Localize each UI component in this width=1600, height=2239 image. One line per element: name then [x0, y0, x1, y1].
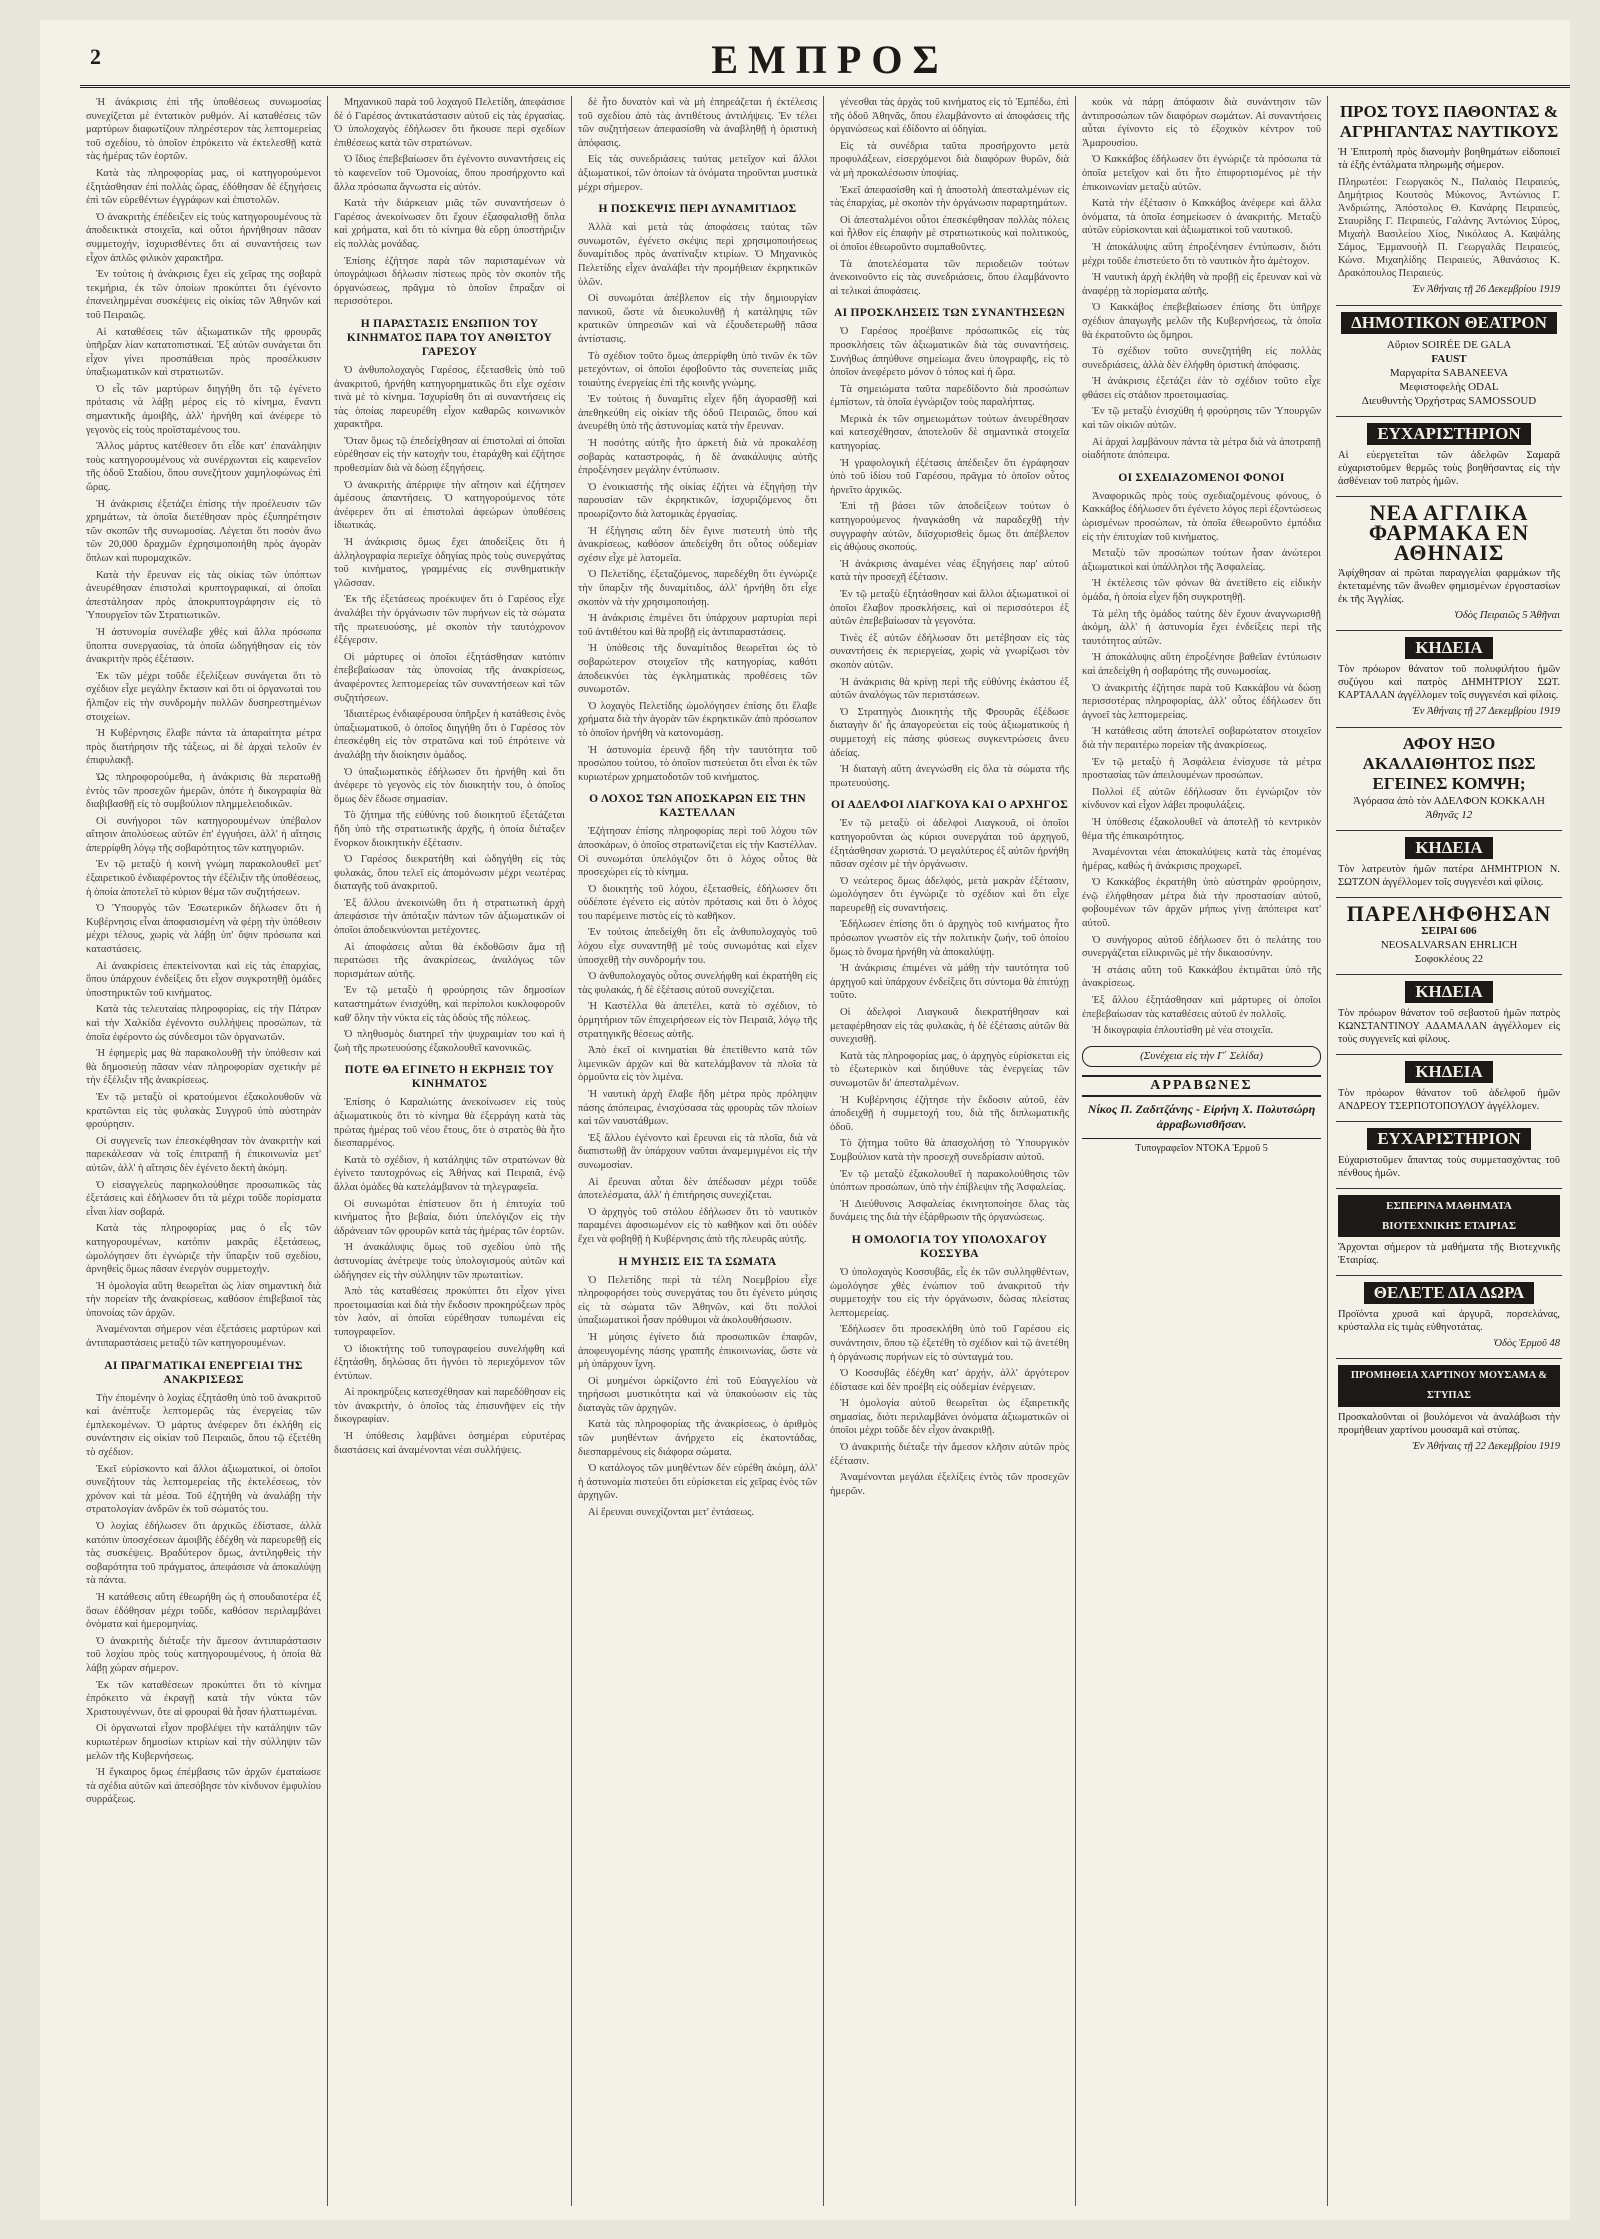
- print-imprint: Τυπογραφεῖον ΝΤΟΚΑ Ἑρμοῦ 5: [1082, 1138, 1321, 1156]
- ad-sailors-body: Ἡ Ἐπιτροπὴ πρὸς διανομὴν βοηθημάτων εἰδοποιεῖ τὰ ἐξῆς ἐντάλματα πληρωμῆς σήμερον.: [1338, 147, 1560, 171]
- ad-received-line3: Σοφοκλέους 22: [1414, 952, 1484, 965]
- betrothal-title: ΑΡΡΑΒΩΝΕΣ: [1082, 1075, 1321, 1097]
- ad-funeral-4: [1336, 1055, 1562, 1122]
- ad-sailors-date: Ἐν Ἀθήναις τῇ 26 Δεκεμβρίου 1919: [1412, 284, 1560, 295]
- ad-supply: [1336, 1359, 1562, 1462]
- headline-initiation: Η ΜΥΗΣΙΣ ΕΙΣ ΤΑ ΣΩΜΑΤΑ: [618, 1255, 777, 1268]
- ad-gifts: [1336, 1276, 1562, 1360]
- ad-theatre-line4: Μεφιστοφελὴς ODAL: [1399, 380, 1499, 393]
- ad-sailors: [1336, 96, 1562, 306]
- ad-theatre-title: ΔΗΜΟΤΙΚΟΝ ΘΕΑΤΡΟΝ: [1341, 312, 1557, 334]
- article-columns: [80, 96, 1570, 2206]
- ad-funeral-1-date: Ἐν Ἀθήναις τῇ 27 Δεκεμβρίου 1919: [1412, 706, 1560, 718]
- ad-english-medicines: [1336, 497, 1562, 632]
- column-2: [328, 96, 572, 2206]
- column-3-text-top: δὲ ἦτο δυνατὸν καὶ νὰ μὴ ἐπηρεάζεται ἡ ἐκτέλεσις τοῦ σχεδίου ἀπὸ τὰς ἀντιθέτους ἀντιλήψεις. Ἐν τέλει τῶν συζητήσεων ἀπεφασίσθη νὰ ἀναβληθῇ ἡ ὁριστικὴ ἀπόφασις. Εἰς τὰς συνεδριάσεις ταύτας μετεῖχον καὶ ἄλλοι ἀξιωματικοί, τῶν ὁποίων τὰ ὀνόματα τηροῦνται μυστικὰ μέχρι σήμερον.: [578, 97, 817, 193]
- ad-thanks-1-title: ΕΥΧΑΡΙΣΤΗΡΙΟΝ: [1367, 423, 1530, 445]
- column-4-text-mid2: Ἐν τῷ μεταξὺ οἱ ἀδελφοὶ Λιαγκουᾶ, οἱ ὁποῖοι κατηγοροῦνται ὡς κύριοι συνεργάται τοῦ ἀρχηγοῦ, ἐξητάσθησαν χωριστά. Ὁ μεγαλύτερος ἐξ αὐτῶν ἠρνήθη πᾶσαν σχέσιν μὲ τὴν ὀργάνωσιν. Ὁ νεώτερος ὅμως ἀδελφός, μετὰ μακρὰν ἐξέτασιν, ὡμολόγησεν ὅτι ἐγνώριζε τὸ σχέδιον καὶ ὅτι εἶχε παρευρεθῇ εἰς συναντήσεις. Ἐδήλωσεν ἐπίσης ὅτι ὁ ἀρχηγὸς τοῦ κινήματος ἦτο πρόσωπον γνωστὸν εἰς τὴν πολιτικὴν ζωήν, τοῦ ὁποίου ὅμως τὸ ὄνομα ἠρνήθη νὰ ἀποκαλύψῃ. Ἡ ἀνάκρισις ἐπιμένει νὰ μάθῃ τὴν ταυτότητα τοῦ ἀρχηγοῦ καὶ ὑπάρχουν ἐνδείξεις ὅτι σύντομα θὰ ἐπιτύχῃ τοῦτο. Οἱ ἀδελφοὶ Λιαγκουᾶ διεκρατήθησαν καὶ μεταφέρθησαν εἰς τὰς φυλακὰς, ἡ δὲ ἐξέτασις αὐτῶν θὰ συνεχισθῇ. Κατὰ τὰς πληροφορίας μας, ὁ ἀρχηγὸς εὑρίσκεται εἰς τὸ ἐξωτερικὸν καὶ διηύθυνε τὰς ἐνεργείας τῶν συνωμοτῶν δι' ἀπεσταλμένων. Ἡ Κυβέρνησις ἐζήτησε τὴν ἔκδοσιν αὐτοῦ, ἐὰν ἀποδειχθῇ ἡ συμμετοχή του, διὰ τῆς διπλωματικῆς ὁδοῦ. Τὸ ζήτημα τοῦτο θὰ ἀπασχολήσῃ τὸ Ὑπουργικὸν Συμβούλιον κατὰ τὴν προσεχῆ συνεδρίασιν αὐτοῦ. Ἐν τῷ μεταξὺ ἐξακολουθεῖ ἡ παρακολούθησις τῶν ὑπόπτων προσώπων, ὑπὸ τὴν ἐπίβλεψιν τῆς Ἀσφαλείας. Ἡ Διεύθυνσις Ἀσφαλείας ἐκινητοποίησε ὅλας τὰς δυνάμεις της διὰ τὴν ἐξάρθρωσιν τῆς ὀργανώσεως.: [830, 818, 1069, 1224]
- ad-gifts-title: ΘΕΛΕΤΕ ΔΙΑ ΔΩΡΑ: [1364, 1282, 1534, 1304]
- headline-dynamite: Η ΠΟΣΚΕΨΙΣ ΠΕΡΙ ΔΥΝΑΜΙΤΙΔΟΣ: [598, 203, 797, 216]
- ad-gifts-address: Ὁδὸς Ἑρμοῦ 48: [1493, 1337, 1560, 1349]
- ad-evening-title: ΕΣΠΕΡΙΝΑ ΜΑΘΗΜΑΤΑ ΒΙΟΤΕΧΝΙΚΗΣ ΕΤΑΙΡΙΑΣ: [1338, 1195, 1560, 1237]
- column-3-text-mid: Ἀλλὰ καὶ μετὰ τὰς ἀποφάσεις ταύτας τῶν συνωμοτῶν, ἐγένετο σκέψις περὶ χρησιμοποιήσεως δυναμίτιδος πρὸς ἀνατίναξιν κτιρίων. Ὁ Μηχανικὸς Πελετίδης εἶχεν ἀναλάβει τὴν προμήθειαν ἐκρηκτικῶν ὑλῶν. Οἱ συνωμόται ἀπέβλεπον εἰς τὴν δημιουργίαν πανικοῦ, ὥστε νὰ διευκολυνθῇ ἡ κατάληψις τῶν κρατικῶν ὑπηρεσιῶν καὶ νὰ ἐξουδετερωθῇ πᾶσα ἀντίστασις. Τὸ σχέδιον τοῦτο ὅμως ἀπερρίφθη ὑπὸ τινῶν ἐκ τῶν μετεχόντων, οἱ ὁποῖοι ἐφοβοῦντο τὰς συνεπείας μιᾶς τοιαύτης ἐνεργείας ἐπὶ τῆς κοινῆς γνώμης. Ἐν τούτοις ἡ δυναμῖτις εἶχεν ἤδη ἀγορασθῇ καὶ ἀπεθηκεύθη εἰς οἰκίαν τῆς ὁδοῦ Πειραιῶς, ὅπου καὶ ἀνευρέθη ὑπὸ τῆς ἀστυνομίας κατὰ τὴν ἔρευναν. Ἡ ποσότης αὐτῆς ἦτο ἀρκετὴ διὰ νὰ προκαλέσῃ σοβαρὰς καταστροφάς, ἡ δὲ ἀνακάλυψις αὐτῆς ἐπροξένησεν μεγάλην ἐντύπωσιν. Ὁ ἐνοικιαστὴς τῆς οἰκίας ἐζήτει νὰ ἐξηγήσῃ τὴν παρουσίαν τῶν ἐκρηκτικῶν, ἰσχυριζόμενος ὅτι προωρίζοντο διὰ λατομικὰς ἐργασίας. Ἡ ἐξήγησις αὕτη δὲν ἔγινε πιστευτὴ ὑπὸ τῆς ἀνακρίσεως, καθόσον ἀπεδείχθη ὅτι οὗτος οὐδεμίαν σχέσιν εἶχε μὲ λατομεῖα. Ὁ Πελετίδης, ἐξεταζόμενος, παρεδέχθη ὅτι ἐγνώριζε τὴν ὕπαρξιν τῆς δυναμίτιδος, ἀλλ' ἠρνήθη ὅτι εἶχε σκοπὸν νὰ τὴν χρησιμοποιήσῃ. Ἡ ἀνάκρισις ἐπιμένει ὅτι ὑπάρχουν μαρτυρίαι περὶ τοῦ ἀντιθέτου καὶ θὰ προβῇ εἰς ἀντιπαραστάσεις. Ἡ ὑπόθεσις τῆς δυναμίτιδος θεωρεῖται ὡς τὸ σοβαρώτερον στοιχεῖον τῆς κατηγορίας, καθότι ἀποδεικνύει τὰς ἐγκληματικὰς προθέσεις τῶν συνωμοτῶν. Ὁ λοχαγὸς Πελετίδης ὡμολόγησεν ἐπίσης ὅτι ἔλαβε χρήματα διὰ τὴν ἀγορὰν τῶν ἐκρηκτικῶν ἀπὸ πρόσωπον τὸ ὁποῖον ἠρνήθη νὰ κατονομάσῃ. Ἡ ἀστυνομία ἐρευνᾷ ἤδη τὴν ταυτότητα τοῦ προσώπου τούτου, τὸ ὁποῖον πιστεύεται ὅτι εἶναι ἐκ τῶν κυριωτέρων χρηματοδοτῶν τοῦ κινήματος.: [578, 222, 817, 783]
- ad-kokkalis: [1336, 728, 1562, 831]
- ad-thanks-2: [1336, 1122, 1562, 1189]
- ad-medicines-address: Ὁδὸς Πειραιῶς 5 Ἀθῆναι: [1454, 609, 1560, 621]
- ad-gifts-body: Προϊόντα χρυσᾶ καὶ ἀργυρᾶ, πορσελάνας, κρύσταλλα εἰς τιμὰς εὐθηνοτάτας.: [1338, 1308, 1560, 1333]
- continued-note: (Συνέχεια εἰς τὴν Γ΄ Σελίδα): [1082, 1046, 1321, 1068]
- ad-received-line2: NEOSALVARSAN EHRLICH: [1380, 938, 1518, 951]
- ad-municipal-theatre: [1336, 306, 1562, 417]
- ad-sailors-title: ΠΡΟΣ ΤΟΥΣ ΠΑΘΟΝΤΑΣ & ΑΓΡΗΓΑΝΤΑΣ ΝΑΥΤΙΚΟΥΣ: [1339, 102, 1559, 141]
- ad-theatre-line3: Μαργαρίτα SABANEEVA: [1389, 366, 1509, 379]
- ad-thanks-1: [1336, 417, 1562, 497]
- masthead: [80, 34, 1570, 88]
- ad-funeral-3-title: ΚΗΔΕΙΑ: [1405, 981, 1492, 1003]
- column-4-text-top: γένεσθαι τὰς ἀρχὰς τοῦ κινήματος εἰς τὸ Ἐμπέδω, ἐπὶ τῆς ὁδοῦ Ἀθηνᾶς, ὅπου ἐλαμβάνοντο αἱ ἀποφάσεις τῆς ὀργανώσεως καὶ ἐδίδοντο αἱ ὁδηγίαι. Εἰς τὰ συνέδρια ταῦτα προσήρχοντο μετὰ προφυλάξεων, εἰσερχόμενοι διὰ διαφόρων θυρῶν, διὰ νὰ μὴ προκαλέσωσιν ὑποψίας. Ἐκεῖ ἀπεφασίσθη καὶ ἡ ἀποστολὴ ἀπεσταλμένων εἰς τὰς ἐπαρχίας, μὲ σκοπὸν τὴν ὀργάνωσιν παραρτημάτων. Οἱ ἀπεσταλμένοι οὗτοι ἐπεσκέφθησαν πολλὰς πόλεις καὶ ἦλθον εἰς ἐπαφὴν μὲ στρατιωτικοὺς καὶ πολιτικούς, οἱ ὁποῖοι ἐθεωροῦντο συμπαθοῦντες. Τὰ ἀποτελέσματα τῶν περιοδειῶν τούτων ἀνεκοινοῦντο εἰς τὰς συνεδριάσεις, ὅπου ἐλαμβάνοντο αἱ τελικαὶ ἀποφάσεις.: [830, 97, 1069, 297]
- ad-funeral-2-title: ΚΗΔΕΙΑ: [1405, 837, 1492, 859]
- column-1-text-top: Ἡ ἀνάκρισις ἐπὶ τῆς ὑποθέσεως συνωμοσίας συνεχίζεται μὲ ἐντατικὸν ρυθμόν. Αἱ καταθέσεις τῶν μαρτύρων διαφωτίζουν πληρέστερον τὰς λεπτομερείας τοῦ σχεδίου, τὸ ὁποῖον ἐπρόκειτο νὰ ἐκτελεσθῇ κατὰ τὰς ἡμέρας τῶν ἑορτῶν. Κατὰ τὰς πληροφορίας μας, οἱ κατηγορούμενοι ἐξητάσθησαν ἐπὶ πολλὰς ὥρας, ἐδόθησαν δὲ ἐξηγήσεις ἐπὶ τῶν εὑρεθέντων ἐγγράφων καὶ ἐπιστολῶν. Ὁ ἀνακριτὴς ἐπέδειξεν εἰς τοὺς κατηγορουμένους τὰ ἀποδεικτικὰ στοιχεῖα, καὶ οὗτοι ἠρνήθησαν πᾶσαν συμμετοχήν, ἰσχυρισθέντες ὅτι αἱ συναντήσεις των εἶχον ἀπλῶς φιλικὸν χαρακτῆρα. Ἐν τούτοις ἡ ἀνάκρισις ἔχει εἰς χεῖρας της σοβαρὰ τεκμήρια, ἐκ τῶν ὁποίων προκύπτει ὅτι ἐγένοντο ἐπανειλημμέναι συσκέψεις εἰς οἰκίας τῶν Ἀθηνῶν καὶ τοῦ Πειραιῶς. Αἱ καταθέσεις τῶν ἀξιωματικῶν τῆς φρουρᾶς ὑπῆρξαν λίαν κατατοπιστικαί. Ἐξ αὐτῶν συνάγεται ὅτι εἶχον γίνει προσπάθειαι πρὸς προσέλκυσιν ὑπαξιωματικῶν καὶ στρατιωτῶν. Ὁ εἷς τῶν μαρτύρων διηγήθη ὅτι τῷ ἐγένετο πρότασις νὰ λάβῃ μέρος εἰς τὸ κίνημα, ἔναντι σημαντικῆς ἀμοιβῆς, ἀλλ' ἠρνήθη καὶ ἀνέφερε τὸ γεγονὸς εἰς τοὺς προϊσταμένους του. Ἄλλος μάρτυς κατέθεσεν ὅτι εἶδε κατ' ἐπανάληψιν τοὺς κατηγορουμένους νὰ συνέρχωνται εἰς καφενεῖον τῆς ὁδοῦ Σταδίου, ὅπου συνεζήτουν χαμηλοφώνως ἐπὶ ὥρας. Ἡ ἀνάκρισις ἐξετάζει ἐπίσης τὴν προέλευσιν τῶν χρημάτων, τὰ ὁποῖα διετέθησαν πρὸς ἐξυπηρέτησιν τῶν σκοπῶν τῆς συνωμοσίας. Λέγεται ὅτι ποσὸν ἄνω τῶν 20,000 δραχμῶν ἐχρησιμοποιήθη πρὸς ἀγορὰν ὅπλων καὶ πυρομαχικῶν. Κατὰ τὴν ἔρευναν εἰς τὰς οἰκίας τῶν ὑπόπτων ἀνευρέθησαν ἐπιστολαὶ κρυπτογραφικαί, αἱ ὁποῖαι ἀπεστάλησαν πρὸς ἀποκρυπτογράφησιν εἰς τὸ Ὑπουργεῖον τῶν Στρατιωτικῶν. Ἡ ἀστυνομία συνέλαβε χθὲς καὶ ἄλλα πρόσωπα ὕποπτα συνεργασίας, τὰ ὁποῖα ὡδηγήθησαν εἰς τὸν ἀνακριτὴν πρὸς ἐξέτασιν. Ἐκ τῶν μέχρι τοῦδε ἐξελίξεων συνάγεται ὅτι τὸ σχέδιον εἶχε μεγάλην ἔκτασιν καὶ ὅτι οἱ ὀργανωταὶ του ἤλπιζον εἰς τὴν συνδρομὴν πολλῶν δυσηρεστημένων στοιχείων. Ἡ Κυβέρνησις ἔλαβε πάντα τὰ ἀπαραίτητα μέτρα πρὸς διατήρησιν τῆς τάξεως, αἱ δὲ ἀρχαὶ τελοῦν ἐν ἐπιφυλακῇ. Ὡς πληροφορούμεθα, ἡ ἀνάκρισις θὰ περατωθῇ ἐντὸς τῶν προσεχῶν ἡμερῶν, ὁπότε ἡ δικογραφία θὰ διαβιβασθῇ εἰς τὸ συμβούλιον πλημμελειοδικῶν. Οἱ συνήγοροι τῶν κατηγορουμένων ὑπέβαλον αἴτησιν ἀπολύσεως αὐτῶν ἐπ' ἐγγυήσει, ἀλλ' ἡ αἴτησις ἀπερρίφθη λόγῳ τῆς σοβαρότητος τῶν κατηγοριῶν. Ἐν τῷ μεταξὺ ἡ κοινὴ γνώμη παρακολουθεῖ μετ' ἐξαιρετικοῦ ἐνδιαφέροντος τὴν ἐξέλιξιν τῆς ὑποθέσεως, ἡ ὁποία ἀποτελεῖ τὸ κύριον θέμα τῶν συζητήσεων. Ὁ Ὑπουργὸς τῶν Ἐσωτερικῶν δήλωσεν ὅτι ἡ Κυβέρνησις εἶναι ἀποφασισμένη νὰ φέρῃ τὴν ὑπόθεσιν μέχρι τέλους, χωρὶς νὰ λάβῃ ὑπ' ὄψιν πρόσωπα καὶ καταστάσεις. Αἱ ἀνακρίσεις ἐπεκτείνονται καὶ εἰς τὰς ἐπαρχίας, ὅπου ὑπάρχουν ἐνδείξεις ὅτι εἶχον συγκροτηθῇ ὁμάδες ὑποστηρικτῶν τοῦ κινήματος. Κατὰ τὰς τελευταίας πληροφορίας, εἰς τὴν Πάτραν καὶ τὴν Χαλκίδα ἐγένοντο συλλήψεις προσώπων, τὰ ὁποῖα ἐφέροντο ὡς σύνδεσμοι τῶν ὀργανωτῶν. Ἡ ἐφημερὶς μας θὰ παρακολουθῇ τὴν ὑπόθεσιν καὶ θὰ δημοσιεύῃ πᾶσαν νέαν πληροφορίαν σχετικὴν μὲ τὴν ἐξέλιξιν τῆς ἀνακρίσεως. Ἐν τῷ μεταξὺ οἱ κρατούμενοι ἐξακολουθοῦν νὰ κρατῶνται εἰς τὰς φυλακὰς Συγγροῦ ὑπὸ αὐστηρὰν φρούρησιν. Οἱ συγγενεῖς των ἐπεσκέφθησαν τὸν ἀνακριτὴν καὶ παρεκάλεσαν νὰ τοῖς ἐπιτραπῇ ἡ ἐπικοινωνία μετ' αὐτῶν, ἀλλ' ἡ αἴτησις δὲν ἐγένετο δεκτὴ ἀκόμη. Ὁ εἰσαγγελεὺς παρηκολούθησε προσωπικῶς τὰς ἐξετάσεις καὶ ἐδήλωσεν ὅτι τὰ μέχρι τοῦδε πορίσματα εἶναι λίαν σοβαρά. Κατὰ τὰς πληροφορίας μας ὁ εἷς τῶν κατηγορουμένων, κατόπιν μακρᾶς ἐξετάσεως, ὡμολόγησεν ὅτι ἐγνώριζε τὴν ὕπαρξιν τοῦ σχεδίου, ἀρνηθεὶς ὅμως πᾶσαν ἐνεργὸν συμμετοχήν. Ἡ ὁμολογία αὕτη θεωρεῖται ὡς λίαν σημαντικὴ διὰ τὴν πορείαν τῆς ἀνακρίσεως, καθόσον ἐπιβεβαιοῖ τὰς ὑπονοίας τῶν ἀρχῶν. Ἀναμένονται σήμερον νέαι ἐξετάσεις μαρτύρων καὶ ἀντιπαραστάσεις μεταξὺ τῶν κατηγορουμένων.: [86, 97, 321, 1350]
- column-3: [572, 96, 824, 2206]
- ad-received: [1336, 898, 1562, 975]
- column-1: [80, 96, 328, 2206]
- ad-medicines-title: ΝΕΑ ΑΓΓΛΙΚΑ ΦΑΡΜΑΚΑ ΕΝ ΑΘΗΝΑΙΣ: [1368, 499, 1530, 565]
- ad-evening-classes: [1336, 1189, 1562, 1276]
- ad-theatre-line1: Αὔριον SOIRÉE DE GALA: [1386, 338, 1512, 351]
- headline-planned-murders: ΟΙ ΣΧΕΔΙΑΖΟΜΕΝΟΙ ΦΟΝΟΙ: [1118, 471, 1285, 484]
- ad-funeral-2-body: Τὸν λατρευτὸν ἡμῶν πατέρα ΔΗΜΗΤΡΙΟΝ Ν. ΣΩΤΖΟΝ ἀγγέλλομεν τοῖς συγγενέσι καὶ φίλοις.: [1338, 863, 1560, 888]
- ad-received-title: ΠΑΡΕΛΗΦΘΗΣΑΝ: [1346, 900, 1552, 926]
- column-5-text-mid: Ἀναφορικῶς πρὸς τοὺς σχεδιαζομένους φόνους, ὁ Κακκάβος ἐδήλωσεν ὅτι ἐγένετο λόγος περὶ ἐξοντώσεως ὡρισμένων προσώπων, τὰ ὁποῖα ἐθεωροῦντο ἐμπόδια εἰς τὴν ἐπιτυχίαν τοῦ κινήματος. Μεταξὺ τῶν προσώπων τούτων ἦσαν ἀνώτεροι ἀξιωματικοὶ καὶ ὑπάλληλοι τῆς Ἀσφαλείας. Ἡ ἐκτέλεσις τῶν φόνων θὰ ἀνετίθετο εἰς εἰδικὴν ὁμάδα, ἡ ὁποία εἶχεν ἤδη συγκροτηθῇ. Τὰ μέλη τῆς ὁμάδος ταύτης δὲν ἔχουν ἀναγνωρισθῇ ἀκόμη, ἀλλ' ἡ ἀστυνομία ἔχει ἐνδείξεις περὶ τῆς ταυτότητος αὐτῶν. Ἡ ἀποκάλυψις αὕτη ἐπροξένησε βαθεῖαν ἐντύπωσιν καὶ ἀπεδείχθη ἡ σοβαρότης τῆς συνωμοσίας. Ὁ ἀνακριτὴς ἐζήτησε παρὰ τοῦ Κακκάβου νὰ δώσῃ περισσοτέρας πληροφορίας, ἀλλ' οὗτος ἐδήλωσεν ὅτι ἀγνοεῖ τὰς λεπτομερείας. Ἡ κατάθεσις αὕτη ἀποτελεῖ σοβαρώτατον στοιχεῖον διὰ τὴν περαιτέρω πορείαν τῆς ἀνακρίσεως. Ἐν τῷ μεταξὺ ἡ Ἀσφάλεια ἐνίσχυσε τὰ μέτρα προστασίας τῶν ἀπειλουμένων προσώπων. Πολλοὶ ἐξ αὐτῶν ἐδήλωσαν ὅτι ἐγνώριζον τὸν κίνδυνον καὶ εἶχον λάβει προφυλάξεις. Ἡ ὑπόθεσις ἐξακολουθεῖ νὰ ἀποτελῇ τὸ κεντρικὸν θέμα τῆς ἐπικαιρότητος. Ἀναμένονται νέαι ἀποκαλύψεις κατὰ τὰς ἐπομένας ἡμέρας, καθὼς ἡ ἀνάκρισις προχωρεῖ. Ὁ Κακκάβος ἐκρατήθη ὑπὸ αὐστηρὰν φρούρησιν, ἐνῷ ἐλήφθησαν μέτρα διὰ τὴν προστασίαν αὐτοῦ, φοβουμένων τῶν ἀρχῶν μήπως γίνῃ ἀπόπειρα κατ' αὐτοῦ. Ὁ συνήγορος αὐτοῦ ἐδήλωσεν ὅτι ὁ πελάτης του συνεργάζεται εἰλικρινῶς μὲ τὴν δικαιοσύνην. Ἡ στάσις αὕτη τοῦ Κακκάβου ἐκτιμᾶται ὑπὸ τῆς ἀνακρίσεως. Ἐξ ἄλλου ἐξητάσθησαν καὶ μάρτυρες οἱ ὁποῖοι ἐπεβεβαίωσαν τὰς καταθέσεις αὐτοῦ ἐν πολλοῖς. Ἡ δικογραφία ἐπλουτίσθη μὲ νέα στοιχεῖα.: [1082, 490, 1321, 1037]
- ad-funeral-2: [1336, 831, 1562, 898]
- ad-received-line1: ΣΕΙΡΑΙ 606: [1421, 924, 1477, 937]
- ad-theatre-line5: Διευθυντὴς Ὀρχήστρας SAMOSSOUD: [1361, 394, 1537, 407]
- betrothal-names: Νίκος Π. Ζαδιτζάνης - Εἰρήνη Χ. Πολυτσώρη ἀρραβωνισθῆσαν.: [1087, 1102, 1316, 1132]
- column-4: [824, 96, 1076, 2206]
- ad-supply-title: ΠΡΟΜΗΘΕΙΑ ΧΑΡΤΙΝΟΥ ΜΟΥΣΑΜΑ & ΣΤΥΠΑΣ: [1338, 1365, 1560, 1407]
- ad-sailors-list: Πληρωτέοι: Γεωργακὸς Ν., Παλαιὸς Πειραιεύς, Δημήτριος Κουτσὸς Μύκονος, Ἀντώνιος Γ. Ἀνδριώτης, Ἀπόστολος Θ. Κανάρης Πειραιεύς, Σταυρίδης Γ. Πειραιεύς, Γαλάνης Ἀντώνιος Σύρος, Μιχαὴλ Βασιλείου Χίος, Νικόλαος Α. Καψάλης Σάμος, Ἐμμανουὴλ Π. Γεωργαλᾶς Πειραιεύς, Κώνσ. Μιχαηλίδης Πειραιεύς, Ἀθανάσιος Κ. Δρακόπουλος Πειραιεύς.: [1338, 177, 1560, 279]
- ad-kokkalis-line2: Ἀθηνᾶς 12: [1425, 808, 1473, 821]
- ad-funeral-1-body: Τὸν πρόωρον θάνατον τοῦ πολυφιλήτου ἡμῶν συζύγου καὶ πατρὸς ΔΗΜΗΤΡΙΟΥ ΣΩΤ. ΚΑΡΤΑΛΑΝ ἀγγέλλομεν τοῖς συγγενέσι καὶ φίλοις.: [1338, 664, 1560, 702]
- ad-medicines-body: Ἀφίχθησαν αἱ πρῶται παραγγελίαι φαρμάκων τῆς ἐκτεταμένης τῶν ἄνωθεν φημισμένων ἐργοστασίων ἐκ τῆς Ἀγγλίας.: [1338, 567, 1560, 605]
- column-3-text-mid2: Ἐζήτησαν ἐπίσης πληροφορίας περὶ τοῦ λόχου τῶν ἀποσκάρων, ὁ ὁποῖος στρατωνίζεται εἰς τὴν Καστέλλαν. Οἱ συνωμόται ὑπελόγιζον ὅτι ὁ λόχος οὗτος θὰ προσεχώρει εἰς τὸ κίνημα. Ὁ διοικητὴς τοῦ λόχου, ἐξετασθείς, ἐδήλωσεν ὅτι οὐδέποτε ἐγένετο εἰς αὐτὸν πρότασις καὶ ὅτι ὁ λόχος του παρέμεινε πιστὸς εἰς τὸ καθῆκον. Ἐν τούτοις ἀπεδείχθη ὅτι εἷς ἀνθυπολοχαγὸς τοῦ λόχου εἶχε συναντηθῇ μὲ τοὺς συνωμότας καὶ εἶχεν ὑποσχεθῇ τὴν συνδρομήν του. Ὁ ἀνθυπολοχαγὸς οὗτος συνελήφθη καὶ ἐκρατήθη εἰς τὰς φυλακάς, ἡ δὲ ἐξέτασις αὐτοῦ συνεχίζεται. Ἡ Καστέλλα θὰ ἀπετέλει, κατὰ τὸ σχέδιον, τὸ ὁρμητήριον τῶν ἐπιχειρήσεων εἰς τὸν Πειραιᾶ, λόγῳ τῆς στρατηγικῆς θέσεως αὐτῆς. Ἀπὸ ἐκεῖ οἱ κινηματίαι θὰ ἐπετίθεντο κατὰ τῶν λιμενικῶν ἀρχῶν καὶ θὰ κατελάμβανον τὰ πλοῖα τὰ ὁρμοῦντα εἰς τὸν λιμένα. Ἡ ναυτικὴ ἀρχὴ ἔλαβε ἤδη μέτρα πρὸς πρόληψιν πάσης ἀπόπειρας, ἐνισχύσασα τὰς φρουρὰς τῶν πλοίων καὶ τῶν ναυστάθμων. Ἐξ ἄλλου ἐγένοντο καὶ ἔρευναι εἰς τὰ πλοῖα, διὰ νὰ διαπιστωθῇ ἂν ὑπάρχουν ναῦται ἀναμεμιγμένοι εἰς τὴν συνωμοσίαν. Αἱ ἔρευναι αὗται δὲν ἀπέδωσαν μέχρι τοῦδε ἀποτελέσματα, ἀλλ' ἡ ἐπιτήρησις συνεχίζεται. Ὁ ἀρχηγὸς τοῦ στόλου ἐδήλωσεν ὅτι τὸ ναυτικὸν παραμένει ἀφοσιωμένον εἰς τὸ καθῆκον καὶ ὅτι οὐδὲν ἔχει νὰ φοβηθῇ ἡ Κυβέρνησις ἀπὸ τῆς πλευρᾶς αὐτῆς.: [578, 826, 817, 1245]
- headline-investigation: ΑΙ ΠΡΑΓΜΑΤΙΚΑΙ ΕΝΕΡΓΕΙΑΙ ΤΗΣ ΑΝΑΚΡΙΣΕΩΣ: [104, 1359, 303, 1386]
- ad-theatre-line2: FAUST: [1431, 352, 1467, 365]
- ad-thanks-1-body: Αἱ εὐεργετεῖται τῶν ἀδελφῶν Σαμαρᾶ εὐχαριστοῦμεν θερμῶς τοὺς βοηθήσαντας εἰς τὴν ἀσθένειαν τοῦ πατρὸς ἡμῶν.: [1338, 449, 1560, 487]
- ad-kokkalis-line1: Ἀγόρασα ἀπὸ τὸν ΑΔΕΛΦΟΝ ΚΟΚΚΑΛΗ: [1353, 794, 1545, 807]
- ad-thanks-2-title: ΕΥΧΑΡΙΣΤΗΡΙΟΝ: [1367, 1128, 1530, 1150]
- ad-funeral-4-title: ΚΗΔΕΙΑ: [1405, 1061, 1492, 1083]
- ad-funeral-3: [1336, 975, 1562, 1055]
- column-2-text-mid: Ὁ ἀνθυπολοχαγὸς Γαρέσος, ἐξετασθεὶς ὑπὸ τοῦ ἀνακριτοῦ, ἠρνήθη κατηγορηματικῶς ὅτι εἶχε σχέσιν τινὰ μὲ τὸ κίνημα. Ἰσχυρίσθη ὅτι αἱ συναντήσεις εἰς τὰς ὁποίας παρευρέθη εἶχον καθαρῶς κοινωνικὸν χαρακτῆρα. Ὅταν ὅμως τῷ ἐπεδείχθησαν αἱ ἐπιστολαὶ αἱ ὁποῖαι εὑρέθησαν εἰς τὴν κατοχήν του, ἐταράχθη καὶ ἐζήτησε προθεσμίαν διὰ νὰ δώσῃ ἐξηγήσεις. Ὁ ἀνακριτὴς ἀπέρριψε τὴν αἴτησιν καὶ ἐζήτησεν ἀμέσους ἀπαντήσεις. Ὁ κατηγορούμενος τότε ἀνέφερεν ὅτι αἱ ἐπιστολαὶ ἀφεώρων ὑποθέσεις ἰδιωτικάς. Ἡ ἀνάκρισις ὅμως ἔχει ἀποδείξεις ὅτι ἡ ἀλληλογραφία περιεῖχε ὁδηγίας πρὸς τοὺς συνεργάτας τοῦ κινήματος, γραμμένας εἰς συνθηματικὴν γλῶσσαν. Ἐκ τῆς ἐξετάσεως προέκυψεν ὅτι ὁ Γαρέσος εἶχε ἀναλάβει τὴν ὀργάνωσιν τῶν πυρήνων εἰς τὰ σώματα τῆς πρωτευούσης, μὲ σκοπὸν τὴν ταυτόχρονον ἐξέγερσιν. Οἱ μάρτυρες οἱ ὁποῖοι ἐξητάσθησαν κατόπιν ἐπεβεβαίωσαν τὰς ὑπονοίας τῆς ἀνακρίσεως, ἀναφέροντες λεπτομερείας τῶν συναντήσεων καὶ τῶν συζητήσεων. Ἰδιαιτέρως ἐνδιαφέρουσα ὑπῆρξεν ἡ κατάθεσις ἑνὸς ὑπαξιωματικοῦ, ὁ ὁποῖος διηγήθη ὅτι ὁ Γαρέσος τὸν ἐπεσκέφθη εἰς τὸν στρατῶνα καὶ τοῦ ἐπρότεινε νὰ ἀναλάβῃ τὴν διοίκησιν ὁμάδος. Ὁ ὑπαξιωματικὸς ἐδήλωσεν ὅτι ἠρνήθη καὶ ὅτι ἀνέφερε τὸ γεγονὸς εἰς τὸν διοικητήν του, ὁ ὁποῖος ὅμως δὲν ἔδωσε σημασίαν. Τὸ ζήτημα τῆς εὐθύνης τοῦ διοικητοῦ ἐξετάζεται ἤδη ὑπὸ τῆς στρατιωτικῆς ἀρχῆς, ἡ ὁποία διέταξεν ἔνορκον διοικητικὴν ἐξέτασιν. Ὁ Γαρέσος διεκρατήθη καὶ ὡδηγήθη εἰς τὰς φυλακάς, ὅπου τελεῖ εἰς ἀπομόνωσιν μέχρι νεωτέρας διαταγῆς τοῦ ἀνακριτοῦ. Ἐξ ἄλλου ἀνεκοινώθη ὅτι ἡ στρατιωτικὴ ἀρχὴ ἀπεφάσισε τὴν ἀπόταξιν πάντων τῶν ἀξιωματικῶν οἱ ὁποῖοι ἀποδεικνύονται μετέχοντες. Αἱ ἀποφάσεις αὗται θὰ ἐκδοθῶσιν ἅμα τῇ περατώσει τῆς ἀνακρίσεως, ἀναλόγως τῶν πορισμάτων αὐτῆς. Ἐν τῷ μεταξὺ ἡ φρούρησις τῶν δημοσίων καταστημάτων ἐνισχύθη, καὶ περίπολοι κυκλοφοροῦν καθ' ὅλην τὴν νύκτα εἰς τὰς ὁδοὺς τῆς πόλεως. Ὁ πληθυσμὸς διατηρεῖ τὴν ψυχραιμίαν του καὶ ἡ ζωὴ τῆς πρωτευούσης ἐξακολουθεῖ κανονικῶς.: [334, 364, 565, 1054]
- ad-evening-body: Ἄρχονται σήμερον τὰ μαθήματα τῆς Βιοτεχνικῆς Ἑταιρίας.: [1338, 1241, 1560, 1266]
- headline-garesos: Η ΠΑΡΑΣΤΑΣΙΣ ΕΝΩΠΙΟΝ ΤΟΥ ΚΙΝΗΜΑΤΟΣ ΠΑΡΑ ΤΟΥ ΑΝΘΙΣΤΟΥ ΓΑΡΕΣΟΥ: [346, 317, 553, 358]
- headline-outbreak: ΠΟΤΕ ΘΑ ΕΓΙΝΕΤΟ Η ΕΚΡΗΞΙΣ ΤΟΥ ΚΙΝΗΜΑΤΟΣ: [344, 1064, 555, 1091]
- ad-supply-date: Ἐν Ἀθήναις τῇ 22 Δεκεμβρίου 1919: [1412, 1441, 1560, 1453]
- column-1-text-bottom: Τὴν ἐπομένην ὁ λοχίας ἐξητάσθη ὑπὸ τοῦ ἀνακριτοῦ καὶ ἀνέπτυξε λεπτομερῶς τὰς ἐνεργείας τῶν ἐμπλεκομένων. Ὁ μάρτυς ἀνέφερεν ὅτι ἐκλήθη εἰς συνάντησιν εἰς οἰκίαν τοῦ Πειραιῶς, ὅπου τῷ ἐξετέθη τὸ σχέδιον. Ἐκεῖ εὑρίσκοντο καὶ ἄλλοι ἀξιωματικοί, οἱ ὁποῖοι συνεζήτουν τὰς λεπτομερείας τῆς ἐκτελέσεως, τὸν χρόνον καὶ τὰ μέσα. Τοῦ ἐζητήθη νὰ ἀναλάβῃ τὴν στρατολογίαν ἀνδρῶν ἐκ τοῦ σώματός του. Ὁ λοχίας ἐδήλωσεν ὅτι ἀρχικῶς ἐδίστασε, ἀλλὰ κατόπιν ὑποσχέσεων ἀμοιβῆς ἐδέχθη νὰ παρευρεθῇ εἰς τὰς συσκέψεις. Βραδύτερον ὅμως, ἀντιληφθεὶς τὴν σοβαρότητα τοῦ πράγματος, ἀπεφάσισε νὰ ἀποκαλύψῃ τὰ πάντα. Ἡ κατάθεσις αὕτη ἐθεωρήθη ὡς ἡ σπουδαιοτέρα ἐξ ὅσων ἐδόθησαν μέχρι τοῦδε, καθόσον περιλαμβάνει ὀνόματα καὶ ἡμερομηνίας. Ὁ ἀνακριτὴς διέταξε τὴν ἄμεσον ἀντιπαράστασιν τοῦ λοχίου πρὸς τοὺς κατηγορουμένους, ἡ ὁποία θὰ λάβῃ χώραν σήμερον. Ἐκ τῶν καταθέσεων προκύπτει ὅτι τὸ κίνημα ἐπρόκειτο νὰ ἐκραγῇ κατὰ τὴν νύκτα τῶν Χριστουγέννων, ὅτε αἱ φρουραὶ θὰ ἦσαν ἠλαττωμέναι. Οἱ ὀργανωταὶ εἶχον προβλέψει τὴν κατάληψιν τῶν κυριωτέρων δημοσίων κτιρίων καὶ τὴν σύλληψιν τῶν μελῶν τῆς Κυβερνήσεως. Ἡ ἔγκαιρος ὅμως ἐπέμβασις τῶν ἀρχῶν ἐματαίωσε τὰ σχέδια αὐτῶν καὶ ἀπεσόβησε τὸν κίνδυνον ἐμφυλίου συρράξεως.: [86, 1392, 321, 1806]
- column-4-text-mid: Ὁ Γαρέσος προέβαινε πρόσωπικῶς εἰς τὰς προσκλήσεις τῶν ἀξιωματικῶν διὰ τὰς συναντήσεις. Συνήθως ἀπηύθυνε σημείωμα ἄνευ ὑπογραφῆς, εἰς τὸ ὁποῖον ἀνεφέρετο μόνον ὁ τόπος καὶ ἡ ὥρα. Τὰ σημειώματα ταῦτα παρεδίδοντο διὰ προσώπων ἐμπίστων, τὰ ὁποῖα ἐγνώριζον τοὺς παραλήπτας. Μερικὰ ἐκ τῶν σημειωμάτων τούτων ἀνευρέθησαν καὶ κατεσχέθησαν, ἀποτελοῦν δὲ σημαντικὰ στοιχεῖα κατηγορίας. Ἡ γραφολογικὴ ἐξέτασις ἀπέδειξεν ὅτι ἐγράφησαν ὑπὸ τοῦ ἰδίου τοῦ Γαρέσου, πρᾶγμα τὸ ὁποῖον οὗτος ἠρνεῖτο ἀρχικῶς. Ἐπὶ τῇ βάσει τῶν ἀποδείξεων τούτων ὁ κατηγορούμενος ἠναγκάσθη νὰ παραδεχθῇ τὴν συγγραφὴν αὐτῶν, διϊσχυρισθεὶς ὅμως ὅτι ἀπέβλεπον εἰς ἀθῴους σκοπούς. Ἡ ἀνάκρισις ἀναμένει νέας ἐξηγήσεις παρ' αὐτοῦ κατὰ τὴν προσεχῆ ἐξέτασιν. Ἐν τῷ μεταξὺ ἐξητάσθησαν καὶ ἄλλοι ἀξιωματικοὶ οἱ ὁποῖοι ἔλαβον προσκλήσεις, καὶ οἱ περισσότεροι ἐξ αὐτῶν ἐπεβεβαίωσαν τὰ γεγονότα. Τινὲς ἐξ αὐτῶν ἐδήλωσαν ὅτι μετέβησαν εἰς τὰς συναντήσεις ἐκ περιεργείας, χωρὶς νὰ γνωρίζωσι τὸν σκοπὸν αὐτῶν. Ἡ ἀνάκρισις θὰ κρίνῃ περὶ τῆς εὐθύνης ἑκάστου ἐξ αὐτῶν ἀναλόγως τῶν περιστάσεων. Ὁ Στρατηγὸς Διοικητὴς τῆς Φρουρᾶς ἐξέδωσε διαταγὴν δι' ἧς ἀπαγορεύεται εἰς τοὺς ἀξιωματικοὺς ἡ συμμετοχὴ εἰς πάσης φύσεως συγκεντρώσεις ἄνευ ἀδείας. Ἡ διαταγὴ αὕτη ἀνεγνώσθη εἰς ὅλα τὰ σώματα τῆς πρωτευούσης.: [830, 326, 1069, 789]
- column-3-text-bottom: Ὁ Πελετίδης περὶ τὰ τέλη Νοεμβρίου εἶχε πληροφορήσει τοὺς συνεργάτας του ὅτι ἐγένετο μύησις εἰς τὰ σώματα τῶν Ἀθηνῶν, καὶ ὅτι πολλοὶ ὑπαξιωματικοὶ ἦσαν πρόθυμοι νὰ ἀκολουθήσωσιν. Ἡ μύησις ἐγίνετο διὰ προσωπικῶν ἐπαφῶν, ἀποφευγομένης πάσης γραπτῆς ἐπικοινωνίας, ὥστε νὰ μὴ ὑπάρχουν ἴχνη. Οἱ μυημένοι ὡρκίζοντο ἐπὶ τοῦ Εὐαγγελίου νὰ τηρήσωσι μυστικότητα καὶ νὰ ὑπακούωσιν εἰς τὰς διαταγὰς τῶν ἀρχηγῶν. Κατὰ τὰς πληροφορίας τῆς ἀνακρίσεως, ὁ ἀριθμὸς τῶν μυηθέντων ἀνήρχετο εἰς ἑκατοντάδας, διεσπαρμένους εἰς διάφορα σώματα. Ὁ κατάλογος τῶν μυηθέντων δὲν εὑρέθη ἀκόμη, ἀλλ' ἡ ἀστυνομία πιστεύει ὅτι εὑρίσκεται εἰς χεῖρας ἑνὸς τῶν ἀρχηγῶν. Αἱ ἔρευναι συνεχίζονται μετ' ἐντάσεως.: [578, 1274, 817, 1519]
- ad-funeral-3-body: Τὸν πρόωρον θάνατον τοῦ σεβαστοῦ ἡμῶν πατρὸς ΚΩΝΣΤΑΝΤΙΝΟΥ ΑΔΑΜΑΛΑΝ ἀγγέλλομεν εἰς τοὺς συγγενεῖς καὶ φίλους.: [1338, 1007, 1560, 1045]
- headline-kossyvas: Η ΟΜΟΛΟΓΙΑ ΤΟΥ ΥΠΟΛΟΧΑΓΟΥ ΚΟΣΣΥΒΑ: [851, 1233, 1048, 1260]
- column-5-text-top: κοὐκ νὰ πάρῃ ἀπόφασιν διὰ συνάντησιν τῶν ἀντιπροσώπων τῶν διαφόρων σωμάτων. Αἱ συναντήσεις αὗται ἐγίνοντο εἰς τὸ ἐξοχικὸν κέντρον τοῦ Ἀμαρουσίου. Ὁ Κακκάβος ἐδήλωσεν ὅτι ἐγνώριζε τὰ πρόσωπα τὰ ὁποῖα μετεῖχον καὶ ὅτι ἦτο ἐπιφορτισμένος μὲ τὴν ἐπικοινωνίαν μεταξὺ αὐτῶν. Κατὰ τὴν ἐξέτασιν ὁ Κακκάβος ἀνέφερε καὶ ἄλλα ὀνόματα, τὰ ὁποῖα ἐσημείωσεν ὁ ἀνακριτής. Μεταξὺ αὐτῶν εὑρίσκονται καὶ ἀξιωματικοὶ τοῦ ναυτικοῦ. Ἡ ἀποκάλυψις αὕτη ἐπροξένησεν ἐντύπωσιν, διότι μέχρι τοῦδε ἐπιστεύετο ὅτι τὸ ναυτικὸν ἦτο ἀμέτοχον. Ἡ ναυτικὴ ἀρχὴ ἐκλήθη νὰ προβῇ εἰς ἔρευναν καὶ νὰ ἀναφέρῃ τὰ πορίσματα αὐτῆς. Ὁ Κακκάβος ἐπεβεβαίωσεν ἐπίσης ὅτι ὑπῆρχε σχέδιον ἀπαγωγῆς μελῶν τῆς Κυβερνήσεως, τὰ ὁποῖα θὰ ἐκρατοῦντο ὡς ὅμηροι. Τὸ σχέδιον τοῦτο συνεζητήθη εἰς πολλὰς συνεδριάσεις, ἀλλὰ δὲν ἐλήφθη ὁριστικὴ ἀπόφασις. Ἡ ἀνάκρισις ἐξετάζει ἐὰν τὸ σχέδιον τοῦτο εἶχε φθάσει εἰς στάδιον προετοιμασίας. Ἐν τῷ μεταξὺ ἐνισχύθη ἡ φρούρησις τῶν Ὑπουργῶν καὶ τῶν οἰκιῶν αὐτῶν. Αἱ ἀρχαὶ λαμβάνουν πάντα τὰ μέτρα διὰ νὰ ἀποτραπῇ οἱαδήποτε ἀπόπειρα.: [1082, 97, 1321, 462]
- ad-supply-body: Προσκαλοῦνται οἱ βουλόμενοι νὰ ἀναλάβωσι τὴν προμήθειαν χαρτίνου μουσαμᾶ καὶ στύπας.: [1338, 1412, 1560, 1437]
- ad-funeral-1-title: ΚΗΔΕΙΑ: [1405, 637, 1492, 659]
- ad-kokkalis-title: ΑΦΟΥ ΗΞΟ ΑΚΑΛΑΙΘΗΤΟΣ ΠΩΣ ΕΓΕΙΝΕΣ ΚΟΜΨΗ;: [1362, 733, 1536, 793]
- column-2-text-top: Μηχανικοῦ παρὰ τοῦ λοχαγοῦ Πελετίδη, ἀπεφάσισε δὲ ὁ Γαρέσος ἀντικατάστασιν αὐτοῦ εἰς τὰς ἐργασίας. Ὁ ὑπολοχαγὸς ἐδήλωσεν ὅτι ἤκουσε περὶ σχεδίων ἐπιθέσεως κατὰ τῶν στρατώνων. Ὁ ἴδιος ἐπεβεβαίωσεν ὅτι ἐγένοντο συναντήσεις εἰς τὸ καφενεῖον τοῦ Ὁμονοίας, ὅπου προσήρχοντο καὶ ἄλλα πρόσωπα ἄγνωστα εἰς αὐτόν. Κατὰ τὴν διάρκειαν μιᾶς τῶν συναντήσεων ὁ Γαρέσος ἀνεκοίνωσεν ὅτι ἔχουν ἐξασφαλισθῇ ὅπλα καὶ χρήματα, καὶ ὅτι τὸ κίνημα θὰ εὕρῃ ὑποστήριξιν εἰς πολλὰς μονάδας. Ἐπίσης ἐζήτησε παρὰ τῶν παρισταμένων νὰ ὑπογράψωσι δήλωσιν πίστεως πρὸς τὸν σκοπὸν τῆς ὀργανώσεως, πρᾶγμα τὸ ὁποῖον ἔπραξαν οἱ περισσότεροι.: [334, 97, 565, 308]
- column-5: [1076, 96, 1328, 2206]
- ad-funeral-1: [1336, 631, 1562, 728]
- headline-invitations: ΑΙ ΠΡΟΣΚΛΗΣΕΙΣ ΤΩΝ ΣΥΝΑΝΤΗΣΕΩΝ: [834, 307, 1065, 320]
- newspaper-title: ΕΜΠΡΟΣ: [711, 37, 949, 82]
- newspaper-page: [40, 20, 1570, 2220]
- ads-column: [1328, 96, 1570, 2206]
- ad-funeral-4-body: Τὸν πρόωρον θάνατον τοῦ ἀδελφοῦ ἡμῶν ΑΝΔΡΕΟΥ ΤΣΕΡΠΟΤΟΠΟΥΛΟΥ ἀγγέλλομεν.: [1338, 1087, 1560, 1112]
- headline-liagouas: ΟΙ ΑΔΕΛΦΟΙ ΛΙΑΓΚΟΥΑ ΚΑΙ Ο ΑΡΧΗΓΟΣ: [830, 799, 1069, 812]
- headline-castella: Ο ΛΟΧΟΣ ΤΩΝ ΑΠΟΣΚΑΡΩΝ ΕΙΣ ΤΗΝ ΚΑΣΤΕΛΛΑΝ: [589, 793, 806, 820]
- ad-thanks-2-body: Εὐχαριστοῦμεν ἅπαντας τοὺς συμμετασχόντας τοῦ πένθους ἡμῶν.: [1338, 1154, 1560, 1179]
- column-2-text-bottom: Ἐπίσης ὁ Καραλιώτης ἀνεκοίνωσεν εἰς τοὺς ἀξιωματικοὺς ὅτι τὸ κίνημα θὰ ἐξερράγη κατὰ τὰς πρώτας ἡμέρας τοῦ νέου ἔτους, ὅτε ὁ στρατὸς θὰ ἦτο διεσπαρμένος. Κατὰ τὸ σχέδιον, ἡ κατάληψις τῶν στρατώνων θὰ ἐγίνετο ταυτοχρόνως εἰς Ἀθήνας καὶ Πειραιᾶ, ἐνῷ ἄλλαι ὁμάδες θὰ κατελάμβανον τὰ τηλεγραφεῖα. Οἱ συνωμόται ἐπίστευον ὅτι ἡ ἐπιτυχία τοῦ κινήματος ἦτο βεβαία, διότι ὑπελόγιζον εἰς τὴν ἀδράνειαν τῶν φρουρῶν κατὰ τὰς ἡμέρας τῶν ἑορτῶν. Ἡ ἀνακάλυψις ὅμως τοῦ σχεδίου ὑπὸ τῆς ἀστυνομίας ἀνέτρεψε τοὺς ὑπολογισμοὺς αὐτῶν καὶ ὡδήγησεν εἰς τὴν σύλληψιν τῶν πρωταιτίων. Ἀπὸ τὰς καταθέσεις προκύπτει ὅτι εἶχον γίνει προετοιμασίαι καὶ διὰ τὴν ἔκδοσιν προκηρύξεων πρὸς τὸν λαόν, αἱ ὁποῖαι εὑρέθησαν τυπωμέναι εἰς τυπογραφεῖον. Ὁ ἰδιοκτήτης τοῦ τυπογραφείου συνελήφθη καὶ ἐξητάσθη, δηλώσας ὅτι ἠγνόει τὸ περιεχόμενον τῶν ἐντύπων. Αἱ προκηρύξεις κατεσχέθησαν καὶ παρεδόθησαν εἰς τὸν ἀνακριτήν, ὁ ὁποῖος τὰς ἐπισυνῆψεν εἰς τὴν δικογραφίαν. Ἡ ὑπόθεσις λαμβάνει ὁσημέραι εὐρυτέρας διαστάσεις καὶ ἀναμένονται νέαι συλλήψεις.: [334, 1097, 565, 1456]
- page-number: 2: [90, 44, 101, 69]
- column-4-text-bottom: Ὁ ὑπολοχαγὸς Κοσσυβᾶς, εἷς ἐκ τῶν συλληφθέντων, ὡμολόγησε χθὲς ἐνώπιον τοῦ ἀνακριτοῦ τὴν συμμετοχήν του εἰς τὴν ὀργάνωσιν, δώσας πλείστας λεπτομερείας. Ἐδήλωσεν ὅτι προσεκλήθη ὑπὸ τοῦ Γαρέσου εἰς συνάντησιν, ὅπου τῷ ἐξετέθη τὸ σχέδιον καὶ τῷ ἀνετέθη ἡ ὀργάνωσις πυρήνων εἰς τὸ σύνταγμά του. Ὁ Κοσσυβᾶς ἐδέχθη κατ' ἀρχήν, ἀλλ' ἀργότερον ἐδίστασε καὶ δὲν προέβη εἰς οὐδεμίαν ἐνέργειαν. Ἡ ὁμολογία αὐτοῦ θεωρεῖται ὡς ἐξαιρετικῆς σημασίας, διότι περιλαμβάνει ὀνόματα ἀξιωματικῶν οἱ ὁποῖοι μέχρι τοῦδε δὲν εἶχον ἀνακριθῇ. Ὁ ἀνακριτὴς διέταξε τὴν ἄμεσον κλῆσιν αὐτῶν πρὸς ἐξέτασιν. Ἀναμένονται μεγάλαι ἐξελίξεις ἐντὸς τῶν προσεχῶν ἡμερῶν.: [830, 1266, 1069, 1497]
